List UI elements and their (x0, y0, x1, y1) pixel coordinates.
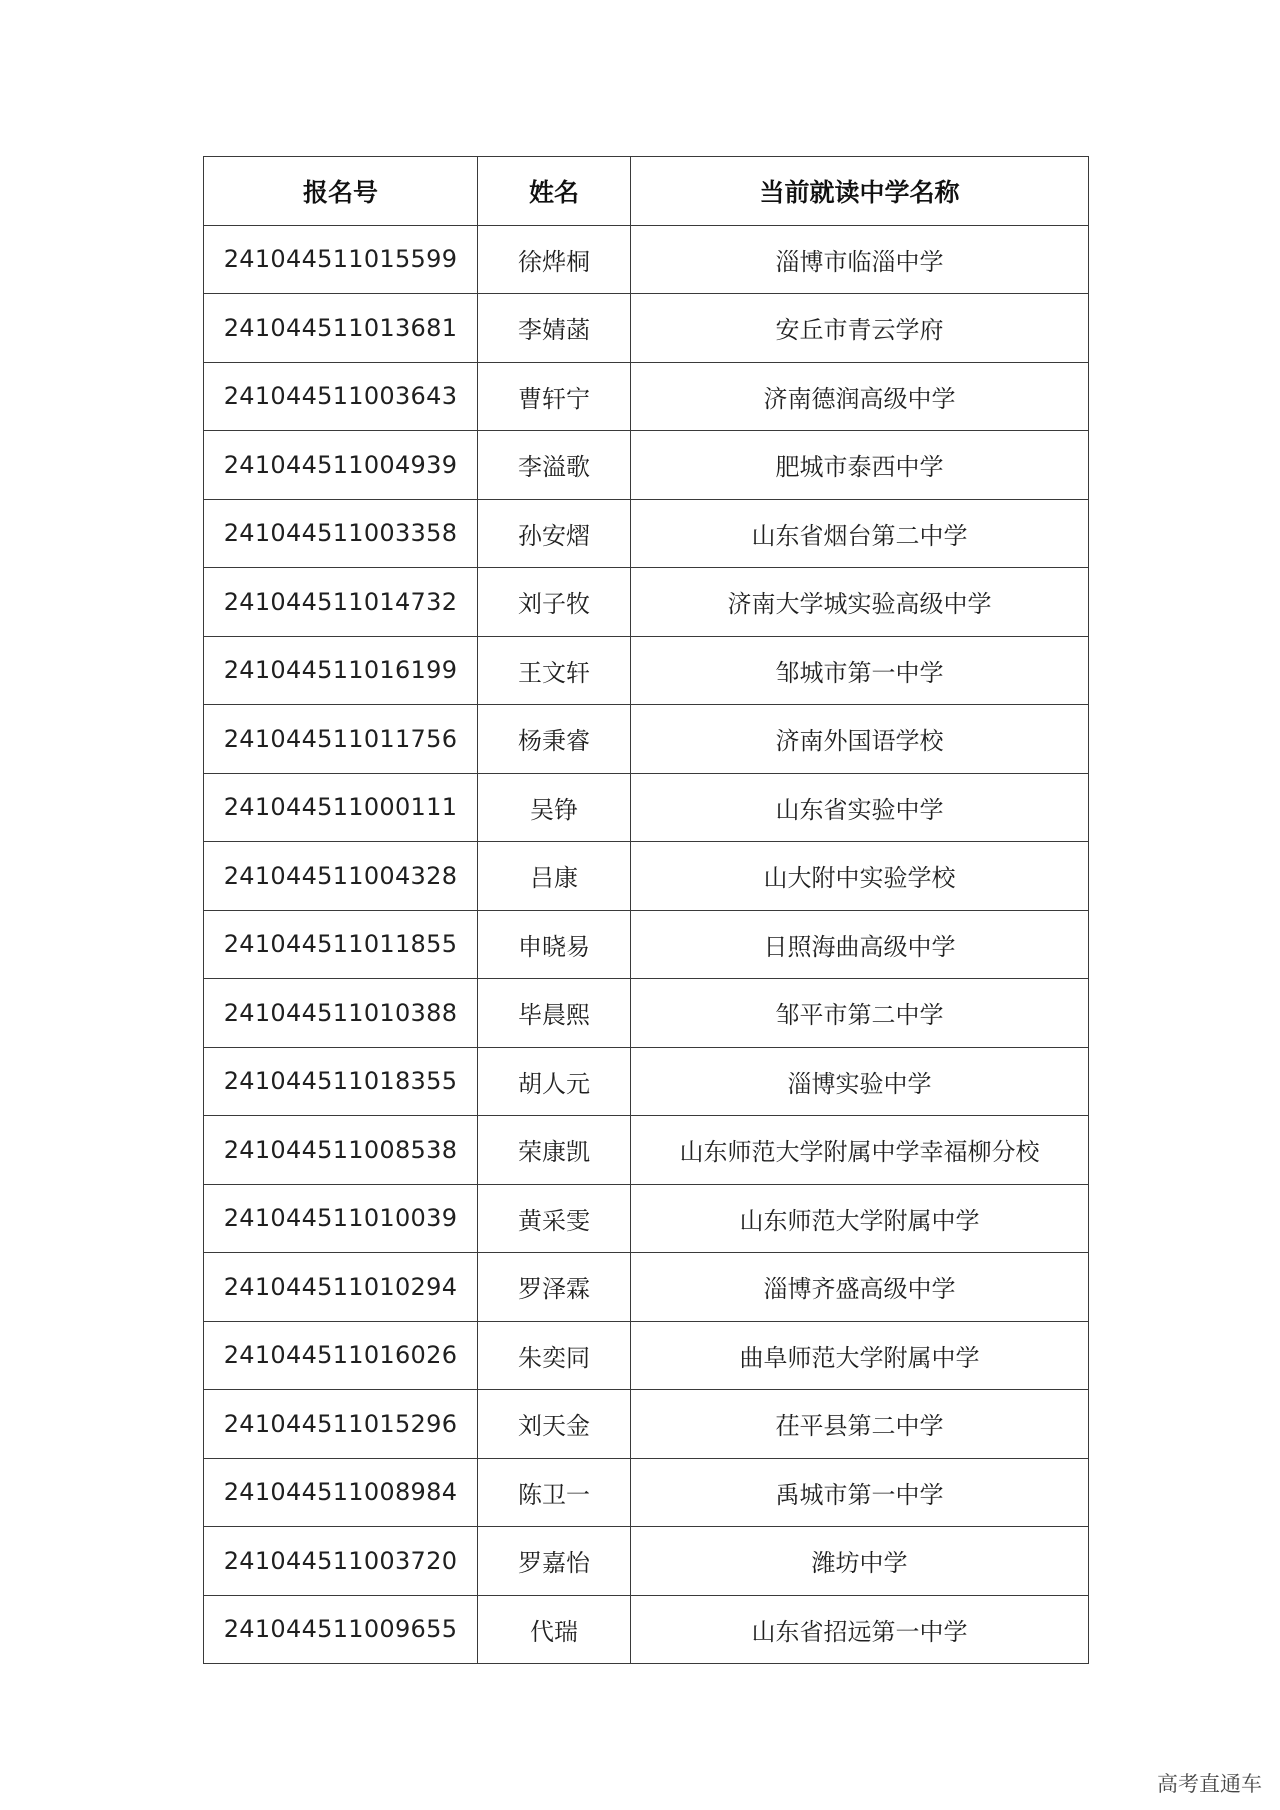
table-row (204, 225, 1089, 294)
table-row (204, 1595, 1089, 1664)
registration-number-cell: 241044511010294 (204, 1253, 478, 1322)
table-row (204, 979, 1089, 1048)
table-row (204, 1527, 1089, 1596)
table-row (204, 1116, 1089, 1185)
school-name-cell: 禹城市第一中学 (631, 1458, 1089, 1527)
header-registration-number: 报名号 (204, 157, 478, 226)
table-header-row (204, 157, 1089, 226)
admission-table (203, 156, 1089, 1664)
student-name-cell: 李婧菡 (478, 294, 631, 363)
registration-number-cell: 241044511013681 (204, 294, 478, 363)
registration-number-cell: 241044511014732 (204, 568, 478, 637)
registration-number-cell: 241044511009655 (204, 1595, 478, 1664)
student-name-cell: 罗嘉怡 (478, 1527, 631, 1596)
school-name-cell: 邹平市第二中学 (631, 979, 1089, 1048)
student-name-cell: 毕晨熙 (478, 979, 631, 1048)
table-row (204, 636, 1089, 705)
student-name-cell: 代瑞 (478, 1595, 631, 1664)
registration-number-cell: 241044511011855 (204, 910, 478, 979)
table-row (204, 842, 1089, 911)
registration-number-cell: 241044511010039 (204, 1184, 478, 1253)
student-name-cell: 王文轩 (478, 636, 631, 705)
student-name-cell: 吕康 (478, 842, 631, 911)
student-name-cell: 曹轩宁 (478, 362, 631, 431)
table-row (204, 499, 1089, 568)
registration-number-cell: 241044511004328 (204, 842, 478, 911)
table-row (204, 1253, 1089, 1322)
registration-number-cell: 241044511015599 (204, 225, 478, 294)
registration-number-cell: 241044511016026 (204, 1321, 478, 1390)
school-name-cell: 安丘市青云学府 (631, 294, 1089, 363)
table-row (204, 294, 1089, 363)
student-name-cell: 徐烨桐 (478, 225, 631, 294)
school-name-cell: 淄博市临淄中学 (631, 225, 1089, 294)
student-name-cell: 吴铮 (478, 773, 631, 842)
school-name-cell: 山东省实验中学 (631, 773, 1089, 842)
student-name-cell: 胡人元 (478, 1047, 631, 1116)
table-row (204, 431, 1089, 500)
table-row (204, 705, 1089, 774)
school-name-cell: 肥城市泰西中学 (631, 431, 1089, 500)
student-name-cell: 刘天金 (478, 1390, 631, 1459)
registration-number-cell: 241044511010388 (204, 979, 478, 1048)
registration-number-cell: 241044511018355 (204, 1047, 478, 1116)
registration-number-cell: 241044511015296 (204, 1390, 478, 1459)
registration-number-cell: 241044511000111 (204, 773, 478, 842)
registration-number-cell: 241044511003358 (204, 499, 478, 568)
registration-number-cell: 241044511003720 (204, 1527, 478, 1596)
table-row (204, 1321, 1089, 1390)
school-name-cell: 山大附中实验学校 (631, 842, 1089, 911)
student-name-cell: 杨秉睿 (478, 705, 631, 774)
table-row (204, 1390, 1089, 1459)
student-name-cell: 申晓易 (478, 910, 631, 979)
school-name-cell: 淄博齐盛高级中学 (631, 1253, 1089, 1322)
student-name-cell: 罗泽霖 (478, 1253, 631, 1322)
table-row (204, 362, 1089, 431)
student-name-cell: 荣康凯 (478, 1116, 631, 1185)
registration-number-cell: 241044511004939 (204, 431, 478, 500)
school-name-cell: 济南德润高级中学 (631, 362, 1089, 431)
school-name-cell: 茌平县第二中学 (631, 1390, 1089, 1459)
header-school-name: 当前就读中学名称 (631, 157, 1089, 226)
student-name-cell: 陈卫一 (478, 1458, 631, 1527)
registration-number-cell: 241044511011756 (204, 705, 478, 774)
school-name-cell: 济南大学城实验高级中学 (631, 568, 1089, 637)
school-name-cell: 曲阜师范大学附属中学 (631, 1321, 1089, 1390)
registration-number-cell: 241044511016199 (204, 636, 478, 705)
school-name-cell: 邹城市第一中学 (631, 636, 1089, 705)
school-name-cell: 山东省烟台第二中学 (631, 499, 1089, 568)
school-name-cell: 淄博实验中学 (631, 1047, 1089, 1116)
registration-number-cell: 241044511008984 (204, 1458, 478, 1527)
school-name-cell: 山东师范大学附属中学幸福柳分校 (631, 1116, 1089, 1185)
table-row (204, 910, 1089, 979)
student-name-cell: 孙安熠 (478, 499, 631, 568)
student-name-cell: 朱奕同 (478, 1321, 631, 1390)
table-row (204, 1047, 1089, 1116)
student-name-cell: 黄采雯 (478, 1184, 631, 1253)
table-row (204, 1458, 1089, 1527)
student-name-cell: 刘子牧 (478, 568, 631, 637)
school-name-cell: 潍坊中学 (631, 1527, 1089, 1596)
header-name: 姓名 (478, 157, 631, 226)
school-name-cell: 山东省招远第一中学 (631, 1595, 1089, 1664)
student-name-cell: 李溢歌 (478, 431, 631, 500)
school-name-cell: 日照海曲高级中学 (631, 910, 1089, 979)
watermark-text: 高考直通车 (1157, 1772, 1262, 1796)
school-name-cell: 山东师范大学附属中学 (631, 1184, 1089, 1253)
registration-number-cell: 241044511003643 (204, 362, 478, 431)
registration-number-cell: 241044511008538 (204, 1116, 478, 1185)
table-row (204, 773, 1089, 842)
table-row (204, 568, 1089, 637)
table-row (204, 1184, 1089, 1253)
school-name-cell: 济南外国语学校 (631, 705, 1089, 774)
